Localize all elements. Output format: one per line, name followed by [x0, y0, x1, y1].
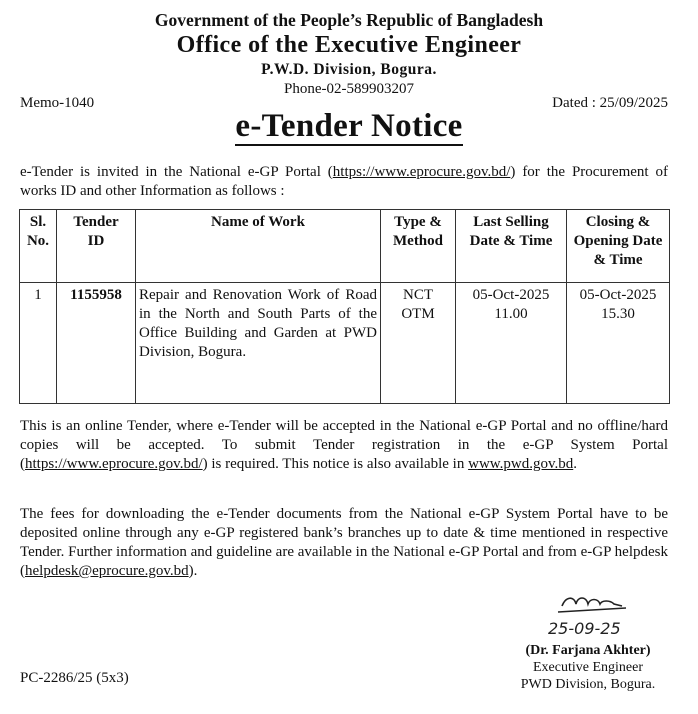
table-header-row [20, 210, 670, 283]
cell-work: Repair and Renovation Work of Road in the North and South Parts of the Office Building and Garden at PWD Division, Bogura. [136, 283, 381, 404]
cell-tender-id: 1155958 [57, 283, 136, 404]
notice-title-text: e-Tender Notice [235, 108, 463, 144]
fees-paragraph [20, 505, 668, 581]
para3-text-2: ). [188, 563, 198, 579]
cell-sl: 1 [20, 283, 57, 404]
cell-closing-opening: 05-Oct-2025 15.30 [567, 283, 670, 404]
signatory-office: PWD Division, Bogura. [520, 677, 656, 692]
signatory-name: (Dr. Farjana Akhter) [525, 643, 651, 658]
para2-text-1: This is an online Tender, where e-Tender will be accepted in the National e-GP Portal and no offline/hard copies will be accepted. To submit Tender registration in the e-GP System Portal ( [20, 418, 668, 472]
header-closing-opening: Closing & Opening Date & Time [567, 210, 670, 283]
phone-line: Phone-02-589903207 [284, 81, 414, 97]
tender-table [19, 209, 670, 404]
cell-type-method: NCT OTM [381, 283, 456, 404]
pwd-website-link[interactable]: www.pwd.gov.bd [468, 456, 574, 472]
para2-text-3: . [573, 456, 577, 472]
eprocure-link[interactable]: https://www.eprocure.gov.bd/ [332, 164, 511, 180]
signatory-designation: Executive Engineer [532, 660, 643, 675]
para3-text-1: The fees for downloading the e-Tender documents from the National e-GP System Portal have to be deposited online through any e-GP registered bank’s branches up to date & time mentioned in respective Tender. Further information and guideline are available in the National e-GP Portal and from e-GP helpdesk ( [20, 506, 668, 579]
handwritten-signature [540, 592, 640, 640]
division-heading: P.W.D. Division, Bogura. [261, 61, 437, 78]
government-heading: Government of the People’s Republic of Bangladesh [154, 10, 544, 30]
intro-text-1: e-Tender is invited in the National e-GP Portal ( [20, 164, 333, 180]
header-name-of-work: Name of Work [136, 210, 381, 283]
table-row [20, 283, 670, 404]
intro-paragraph [20, 163, 668, 201]
header-tender-id: Tender ID [57, 210, 136, 283]
handwritten-date: 25-09-25 [548, 619, 621, 638]
online-tender-paragraph [20, 417, 668, 474]
helpdesk-email-link[interactable]: helpdesk@eprocure.gov.bd [25, 563, 189, 579]
office-heading: Office of the Executive Engineer [176, 32, 522, 58]
eprocure-link-2[interactable]: https://www.eprocure.gov.bd/ [25, 456, 203, 472]
header-sl: Sl. No. [20, 210, 57, 283]
header-last-selling: Last Selling Date & Time [456, 210, 567, 283]
header-type-method: Type & Method [381, 210, 456, 283]
pc-number: PC-2286/25 (5x3) [20, 670, 129, 686]
cell-last-selling: 05-Oct-2025 11.00 [456, 283, 567, 404]
para2-text-2: ) is required. This notice is also available in [202, 456, 469, 472]
date-line: Dated : 25/09/2025 [552, 95, 668, 111]
notice-title [0, 108, 698, 145]
memo-number: Memo-1040 [20, 95, 95, 111]
intro-text-2: ) for the Procurement of works ID and other Information as follows : [20, 164, 669, 199]
